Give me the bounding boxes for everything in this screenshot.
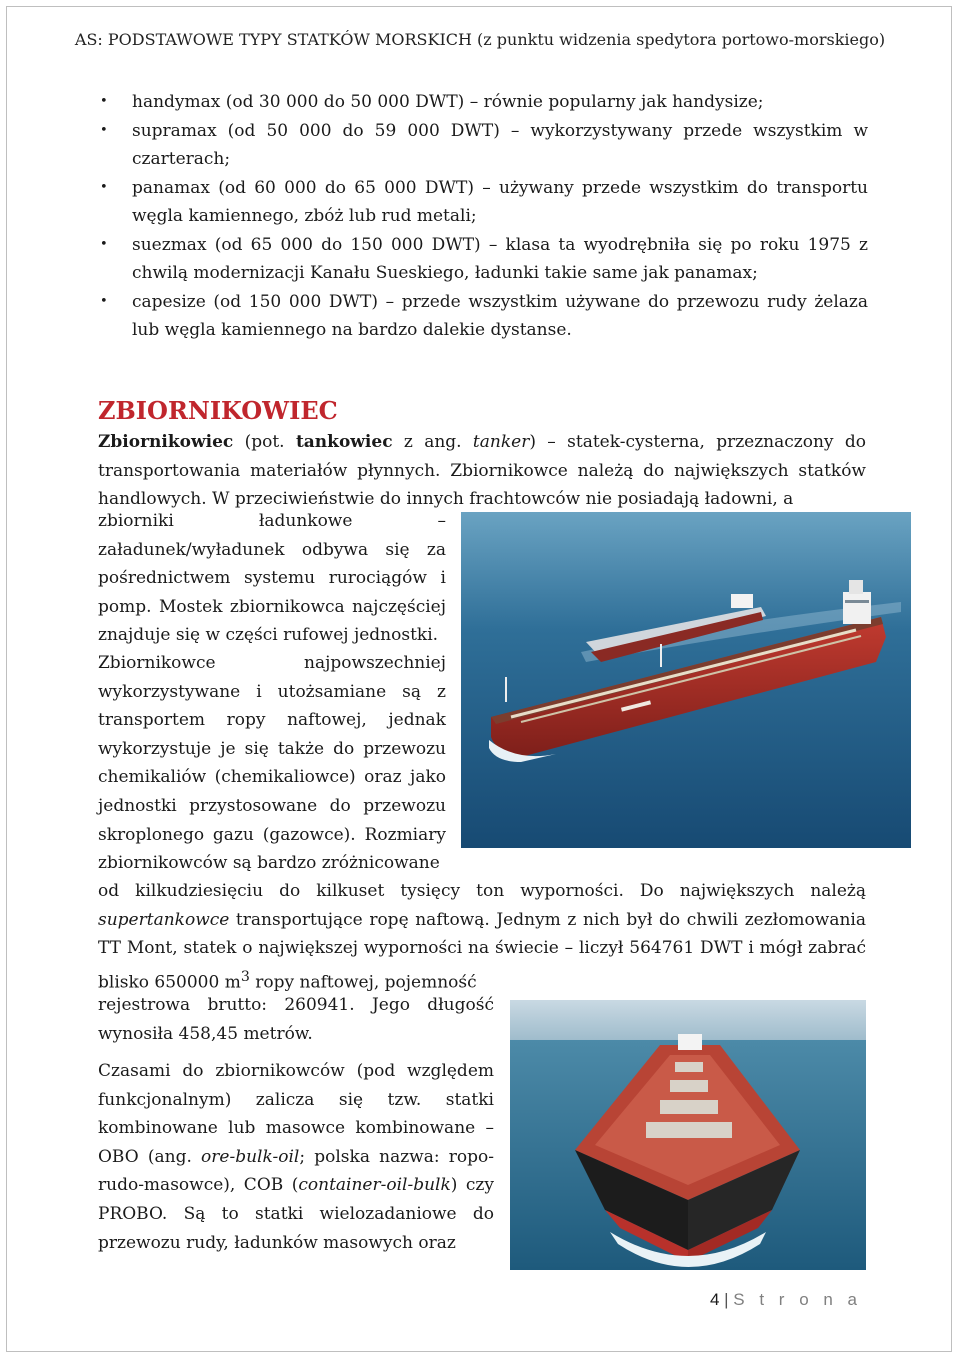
- full-paragraph: [98, 877, 866, 997]
- intro-paragraph: [98, 428, 866, 514]
- obo-paragraph: [98, 1057, 494, 1257]
- body-text: ) czy PROBO. Są to statki wielozadaniowe do przewozu rudy, ładunków masowych oraz: [98, 1175, 494, 1253]
- body-text: ; polska nazwa: ropo-rudo-masowce), COB (: [98, 1146, 494, 1196]
- body-text: od kilkudziesięciu do kilkuset tysięcy ton wyporności. Do największych należą: [98, 881, 866, 901]
- tank-term: tankowiec: [295, 432, 393, 452]
- body-text: transportujące ropę naftową. Jednym z nich był do chwili zezłomowania TT Mont, statek o największej wyporności na świecie – liczył 564761 DWT i mógł zabrać blisko 650000 m: [98, 909, 866, 993]
- list-item: • panamax (od 60 000 do 65 000 DWT) – używany przede wszystkim do transportu węgla kamiennego, zbóż lub rud metali;: [98, 174, 868, 231]
- wrap-paragraph-1: zbiorniki ładunkowe – załadunek/wyładunek odbywa się za pośrednictwem systemu rurociągów i pomp. Mostek zbiornikowca najczęściej znajduje się w części rufowej jednostki.: [98, 511, 446, 646]
- superscript: 3: [240, 968, 250, 985]
- list-item: • supramax (od 50 000 do 59 000 DWT) – wykorzystywany przede wszystkim w czarterach;: [98, 117, 868, 174]
- page-footer: [710, 1290, 862, 1310]
- page-number: 4: [709, 1290, 720, 1309]
- footer-separator: |: [724, 1290, 729, 1309]
- intro-text: (pot.: [233, 432, 296, 452]
- section-heading: ZBIORNIKOWIEC: [98, 396, 338, 425]
- tanker-photo: [461, 512, 911, 848]
- cob-term: container-oil-bulk: [298, 1175, 451, 1196]
- term-bold: Zbiornikowiec: [98, 432, 234, 452]
- list-item: • handymax (od 30 000 do 50 000 DWT) – równie popularny jak handysize;: [98, 88, 868, 117]
- tanker-illustration: [461, 512, 911, 848]
- english-term: tanker: [472, 432, 530, 452]
- intro-text: ) – statek-cysterna, przeznaczony do transportowania materiałów płynnych. Zbiornikowce należą do największych statków handlowych. W przeciwieństwie do innych frachtowców nie posiadają ładowni, a: [98, 432, 866, 510]
- list-item: • capesize (od 150 000 DWT) – przede wszystkim używane do przewozu rudy żelaza lub węgla kamiennego na bardzo dalekie dystanse.: [98, 288, 868, 345]
- wrap-paragraph-2: Zbiornikowce najpowszechniej wykorzystywane i utożsamiane są z transportem ropy naftowej, jednak wykorzystuje je się także do przewozu chemikaliów (chemikaliowce) oraz jako jednostki przystosowane do przewozu skroplonego gazu (gazowce). Rozmiary zbiornikowców są bardzo zróżnicowane: [98, 653, 446, 874]
- supertankers-term: supertankowce: [98, 909, 230, 930]
- intro-text: z ang.: [392, 432, 473, 452]
- bulk-carrier-photo: [510, 1000, 866, 1270]
- ore-carrier-illustration: [510, 1000, 866, 1270]
- wrap-paragraph-3: rejestrowa brutto: 260941. Jego długość wynosiła 458,45 metrów.: [98, 995, 494, 1044]
- ship-size-list: [98, 88, 868, 345]
- running-header: AS: PODSTAWOWE TYPY STATKÓW MORSKICH (z punktu widzenia spedytora portowo-morskiego): [74, 30, 886, 49]
- page-label: S t r o n a: [733, 1290, 862, 1309]
- body-text: Czasami do zbiornikowców (pod względem funkcjonalnym) zalicza się tzw. statki kombinowane lub masowce kombinowane – OBO (ang.: [98, 1061, 494, 1167]
- list-item: • suezmax (od 65 000 do 150 000 DWT) – klasa ta wyodrębniła się po roku 1975 z chwilą modernizacji Kanału Sueskiego, ładunki takie same jak panamax;: [98, 231, 868, 288]
- obo-term: ore-bulk-oil: [201, 1146, 300, 1167]
- body-text: ropy naftowej, pojemność: [249, 972, 477, 993]
